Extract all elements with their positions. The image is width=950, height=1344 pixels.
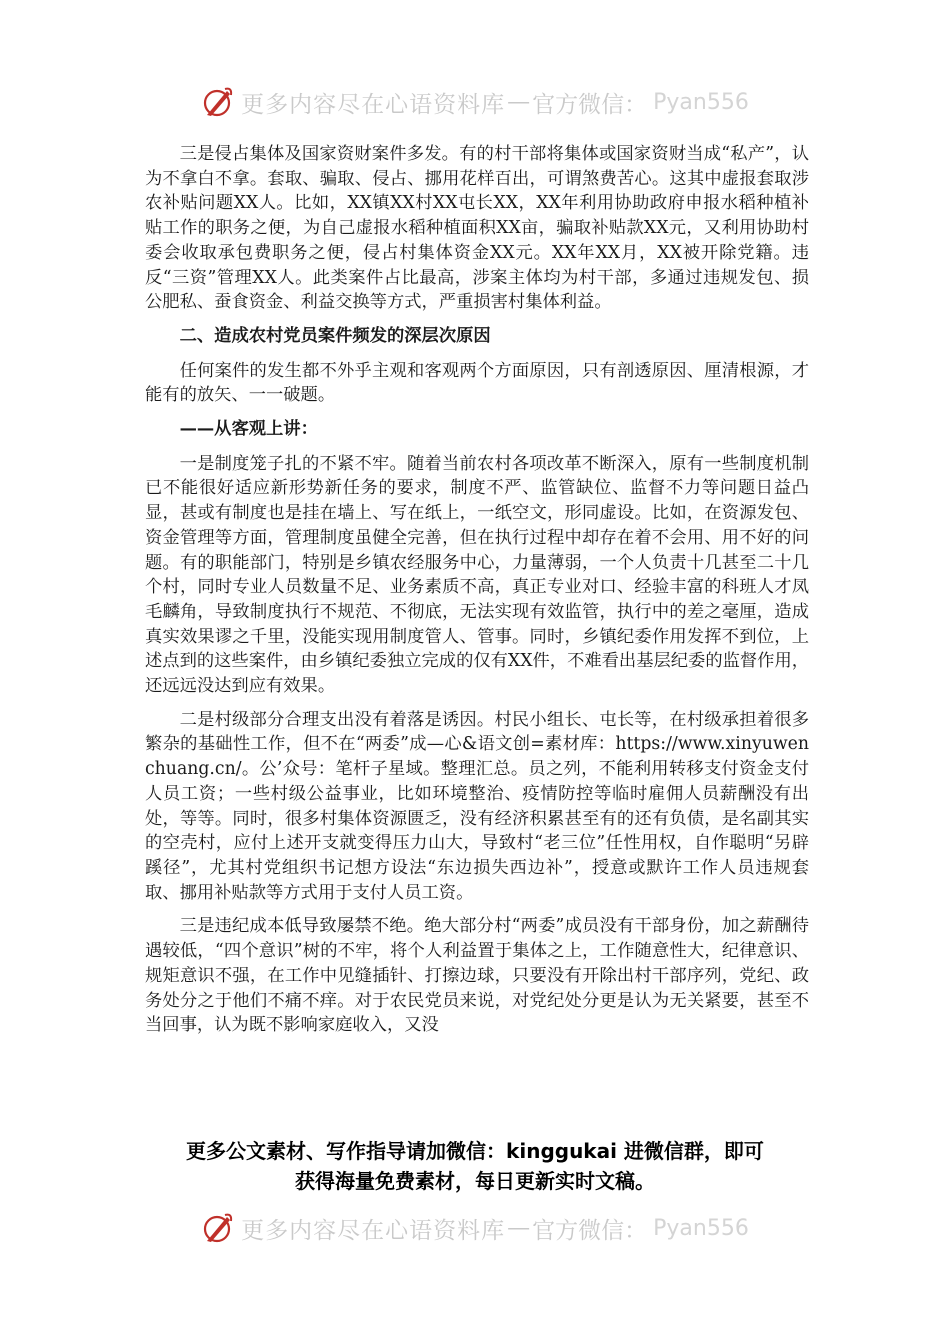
subheading-objective: ——从客观上讲： [179, 419, 318, 440]
header-watermark-banner [0, 82, 950, 122]
banner-separator: — [507, 1215, 531, 1241]
banner-brand: 更多内容尽在心语资料库 [241, 1217, 506, 1244]
promo-line-2: 获得海量免费素材，每日更新实时文稿。 [295, 1169, 655, 1193]
paragraph-intro: 三是侵占集体及国家资财案件多发。有的村干部将集体或国家资财当成“私产”，认为不拿白不拿。套取、骗取、侵占、挪用花样百出，可谓煞费苦心。这其中虚报套取涉农补贴问题XX人。比如，XX镇XX村XX屯长XX，XX年利用协助政府申报水稻种植补贴工作的职务之便，为自己虚报水稻种植面积XX亩，骗取补贴款XX元，又利用协助村委会收取承包费职务之便，侵占村集体资金XX元。XX年XX月，XX被开除党籍。违反“三资”管理XX人。此类案件占比最高，涉案主体均为村干部，多通过违规发包、损公肥私、蚕食资金、利益交换等方式，严重损害村集体利益。 [145, 144, 809, 313]
section-heading: 二、造成农村党员案件频发的深层次原因 [179, 325, 491, 346]
paragraph-one: 一是制度笼子扎的不紧不牢。随着当前农村各项改革不断深入，原有一些制度机制已不能很好适应新形势新任务的要求，制度不严、监管缺位、监督不力等问题日益凸显，甚或有制度也是挂在墙上、写在纸上，一纸空文，形同虚设。比如，在资源发包、资金管理等方面，管理制度虽健全完善，但在执行过程中却存在着不会用、用不好的问题。有的职能部门，特别是乡镇农经服务中心，力量薄弱，一个人负责十几甚至二十几个村，同时专业人员数量不足、业务素质不高，真正专业对口、经验丰富的科班人才凤毛麟角，导致制度执行不规范、不彻底，无法实现有效监管，执行中的差之毫厘，造成真实效果谬之千里，没能实现用制度管人、管事。同时，乡镇纪委作用发挥不到位，上述点到的这些案件，由乡镇纪委独立完成的仅有XX件，不难看出基层纪委的监督作用，还远远没达到应有效果。 [145, 453, 810, 697]
document-body [145, 142, 809, 1047]
banner-brand: 更多内容尽在心语资料库 [241, 91, 506, 118]
promo-line-1: 更多公文素材、写作指导请加微信：kinggukai 进微信群，即可 [186, 1139, 764, 1163]
promo-notice [0, 1136, 950, 1196]
banner-wechat-id: Pyan556 [653, 89, 749, 115]
paragraph-three: 三是违纪成本低导致屡禁不绝。绝大部分村“两委”成员没有干部身份，加之薪酬待遇较低，“四个意识”树的不牢，将个人利益置于集体之上，工作随意性大，纪律意识、规矩意识不强，在工作中见缝插针、打擦边球，只要没有开除出村干部序列，党纪、政务处分之于他们不痛不痒。对于农民党员来说，对党纪处分更是认为无关紧要，甚至不当回事，认为既不影响家庭收入，又没 [145, 916, 809, 1036]
banner-wechat-label: 官方微信： [532, 91, 648, 118]
paragraph-causes: 任何案件的发生都不外乎主观和客观两个方面原因，只有剖透原因、厘清根源，才能有的放矢、一一破题。 [145, 360, 809, 406]
banner-separator: — [507, 89, 531, 115]
banner-wechat-id: Pyan556 [653, 1215, 749, 1241]
quill-logo-icon [201, 1211, 235, 1245]
quill-logo-icon [201, 85, 235, 119]
paragraph-two: 二是村级部分合理支出没有着落是诱因。村民小组长、屯长等，在村级承担着很多繁杂的基础性工作，但不在“两委”成—心&语文创=素材库：https://www.xinyuwenchuang.cn/。公’众号：笔杆子星域。整理汇总。员之列，不能利用转移支付资金支付人员工资；一些村级公益事业，比如环境整治、疫情防控等临时雇佣人员薪酬没有出处，等等。同时，很多村集体资源匮乏，没有经济积累甚至有的还有负债，是名副其实的空壳村，应付上述开支就变得压力山大，导致村“老三位”任性用权，自作聪明“另辟蹊径”，尤其村党组织书记想方设法“东边损失西边补”，授意或默许工作人员违规套取、挪用补贴款等方式用于支付人员工资。 [145, 709, 809, 903]
banner-wechat-label: 官方微信： [532, 1217, 648, 1244]
footer-watermark-banner [0, 1208, 950, 1248]
